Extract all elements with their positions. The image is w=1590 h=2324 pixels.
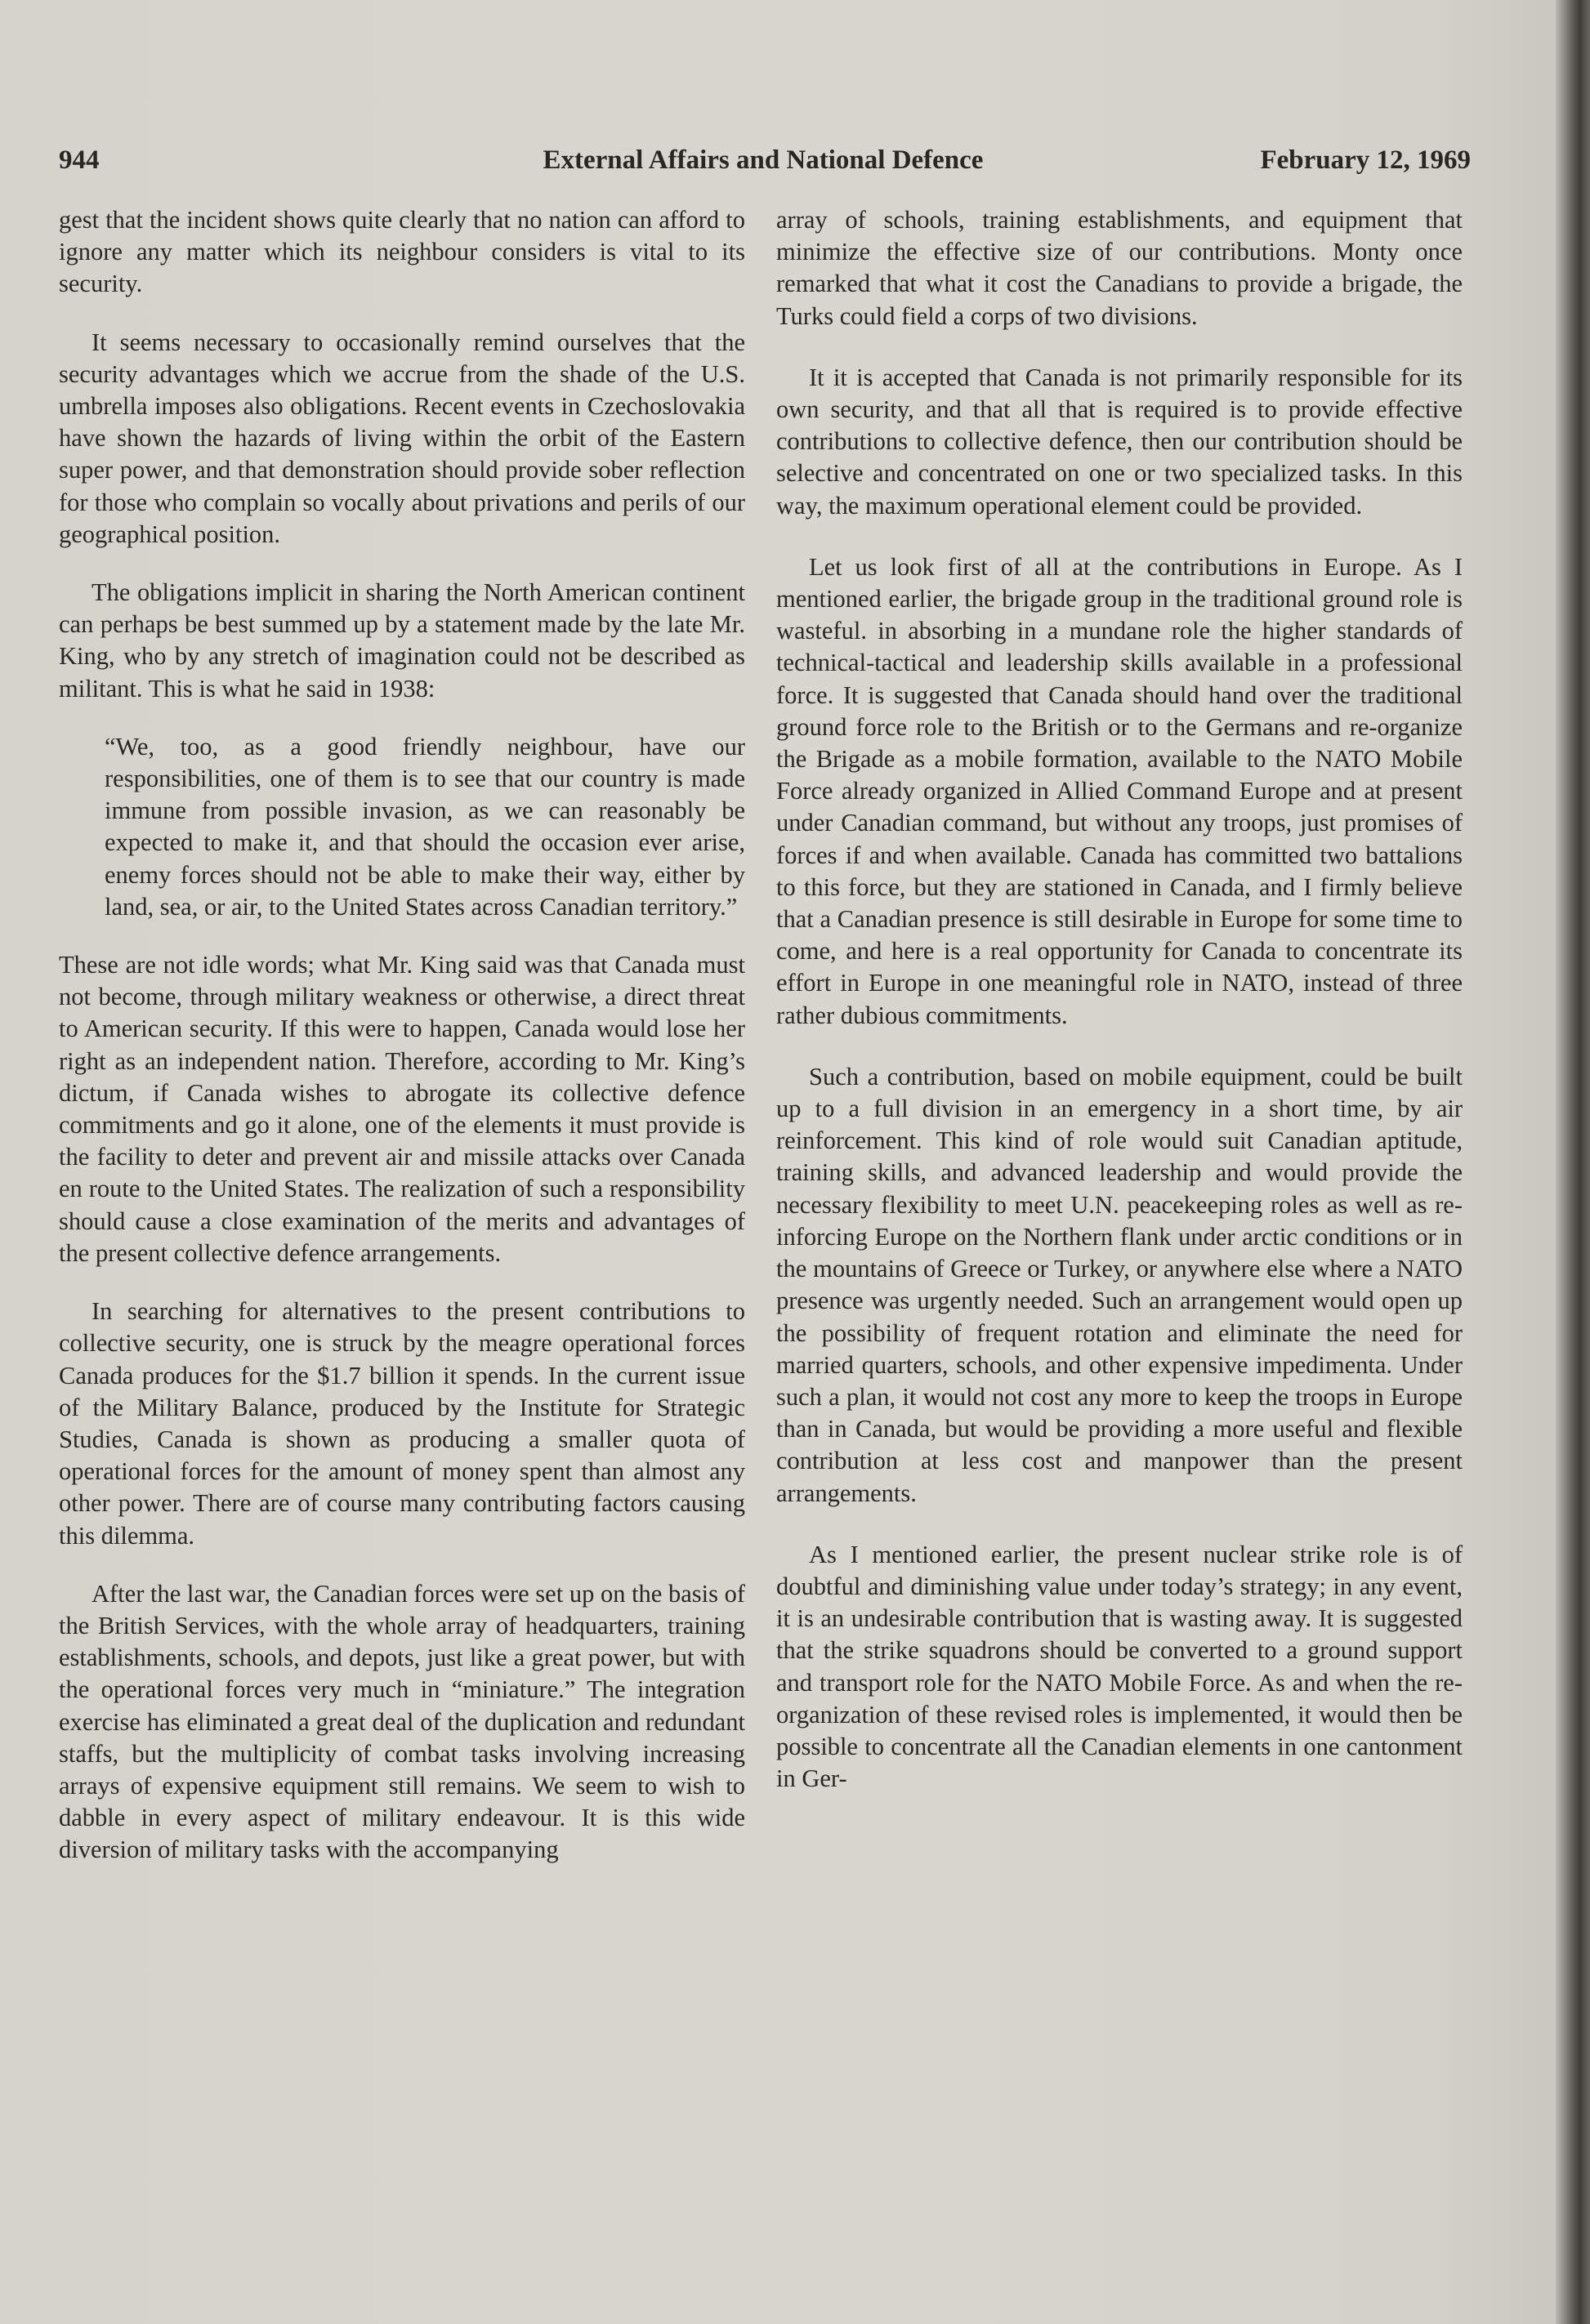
paragraph: It seems necessary to occasionally remind ourselves that the security advantages which we accrue from the shade of the U.S. umbrella imposes also obligations. Recent events in Czechoslovakia have shown the hazards of living within the orbit of the Eastern super power, and that demonstration should provide sober reflection for those who complain so vocally about privations and perils of our geographical position.	[59, 328, 745, 548]
paragraph: Let us look first of all at the contributions in Europe. As I mentioned earlier, the brigade group in the traditional ground role is wasteful. in absorbing in a mundane role the higher standards of technical-tactical and leadership skills available in a professional force. It is suggested that Canada should hand over the traditional ground force role to the British or to the Germans and re-organize the Brigade as a mobile formation, available to the NATO Mobile Force already organized in Allied Command Europe and at present under Canadian command, but without any troops, just promises of forces if and when available. Canada has committed two battalions to this force, but they are stationed in Canada, and I firmly believe that a Canadian presence is still desirable in Europe for some time to come, and here is a real opportunity for Canada to concentrate its effort in Europe in one meaningful role in NATO, instead of three rather dubious commitments.	[776, 552, 1463, 1029]
paragraph: After the last war, the Canadian forces were set up on the basis of the British Services, with the whole array of headquarters, training establishments, schools, and depots, just like a great power, but with the operational forces very much in “miniature.” The integration exercise has eliminated a great deal of the duplication and redundant staffs, but the multiplicity of combat tasks involving increasing arrays of expensive equipment still remains. We seem to wish to dabble in every aspect of military endeavour. It is this wide diversion of military tasks with the accompanying	[59, 1579, 745, 1864]
paragraph: It it is accepted that Canada is not primarily responsible for its own security, and that all that is required is to provide effective contributions to collective defence, then our contribution should be selective and concentrated on one or two specialized tasks. In this way, the maximum operational element could be provided.	[776, 363, 1463, 520]
header-date: February 12, 1969	[1260, 145, 1471, 175]
paragraph: gest that the incident shows quite clearly that no nation can afford to ignore any matter which its neighbour considers is vital to its security.	[59, 206, 745, 298]
paragraph: The obligations implicit in sharing the North American continent can perhaps be best summed up by a statement made by the late Mr. King, who by any stretch of imagination could not be described as militant. This is what he said in 1938:	[59, 578, 745, 703]
book-binding-edge	[1556, 0, 1590, 2324]
running-title: External Affairs and National Defence	[543, 145, 984, 175]
paragraph: array of schools, training establishments, and equipment that minimize the effective size of our contributions. Monty once remarked that what it cost the Canadians to provide a brigade, the Turks could field a corps of two divisions.	[776, 206, 1463, 330]
page-number: 944	[59, 145, 100, 175]
paragraph: Such a contribution, based on mobile equipment, could be built up to a full division in an emergency in a short time, by air reinforcement. This kind of role would suit Canadian aptitude, training skills, and advanced leadership and would provide the necessary flexibility to meet U.N. peacekeeping roles as well as re-inforcing Europe on the Northern flank under arctic conditions or in the mountains of Greece or Turkey, or anywhere else where a NATO presence was urgently needed. Such an arrangement would open up the possibility of frequent rotation and eliminate the need for married quarters, schools, and other expensive impedimenta. Under such a plan, it would not cost any more to keep the troops in Europe than in Canada, but would be providing a more useful and flexible contribution at less cost and manpower than the present arrangements.	[776, 1062, 1463, 1507]
block-quote: “We, too, as a good friendly neighbour, have our responsibilities, one of them is to see that our country is made immune from possible invasion, as we can reasonably be expected to make it, and that should the occasion ever arise, enemy forces should not be able to make their way, either by land, sea, or air, to the United States across Canadian territory.”	[105, 732, 745, 921]
left-column	[59, 204, 745, 1893]
paragraph: As I mentioned earlier, the present nuclear strike role is of doubtful and diminishing value under today’s strategy; in any event, it is an undesirable contribution that is wasting away. It is suggested that the strike squadrons should be converted to a ground support and transport role for the NATO Mobile Force. As and when the re-organization of these revised roles is implemented, it would then be possible to concentrate all the Canadian elements in one cantonment in Ger-	[776, 1540, 1463, 1793]
right-column	[776, 204, 1463, 1824]
paragraph: These are not idle words; what Mr. King said was that Canada must not become, through military weakness or otherwise, a direct threat to American security. If this were to happen, Canada would lose her right as an independent nation. Therefore, according to Mr. King’s dictum, if Canada wishes to abrogate its collective defence commitments and go it alone, one of the elements it must provide is the facility to deter and prevent air and missile attacks over Canada en route to the United States. The realization of such a responsibility should cause a close examination of the merits and advantages of the present collective defence arrangements.	[59, 951, 745, 1267]
page-header	[59, 139, 1471, 185]
paragraph: In searching for alternatives to the present contributions to collective security, one is struck by the meagre operational forces Canada produces for the $1.7 billion it spends. In the current issue of the Military Balance, produced by the Institute for Strategic Studies, Canada is shown as producing a smaller quota of operational forces for the amount of money spent than almost any other power. There are of course many contributing factors causing this dilemma.	[59, 1297, 745, 1550]
